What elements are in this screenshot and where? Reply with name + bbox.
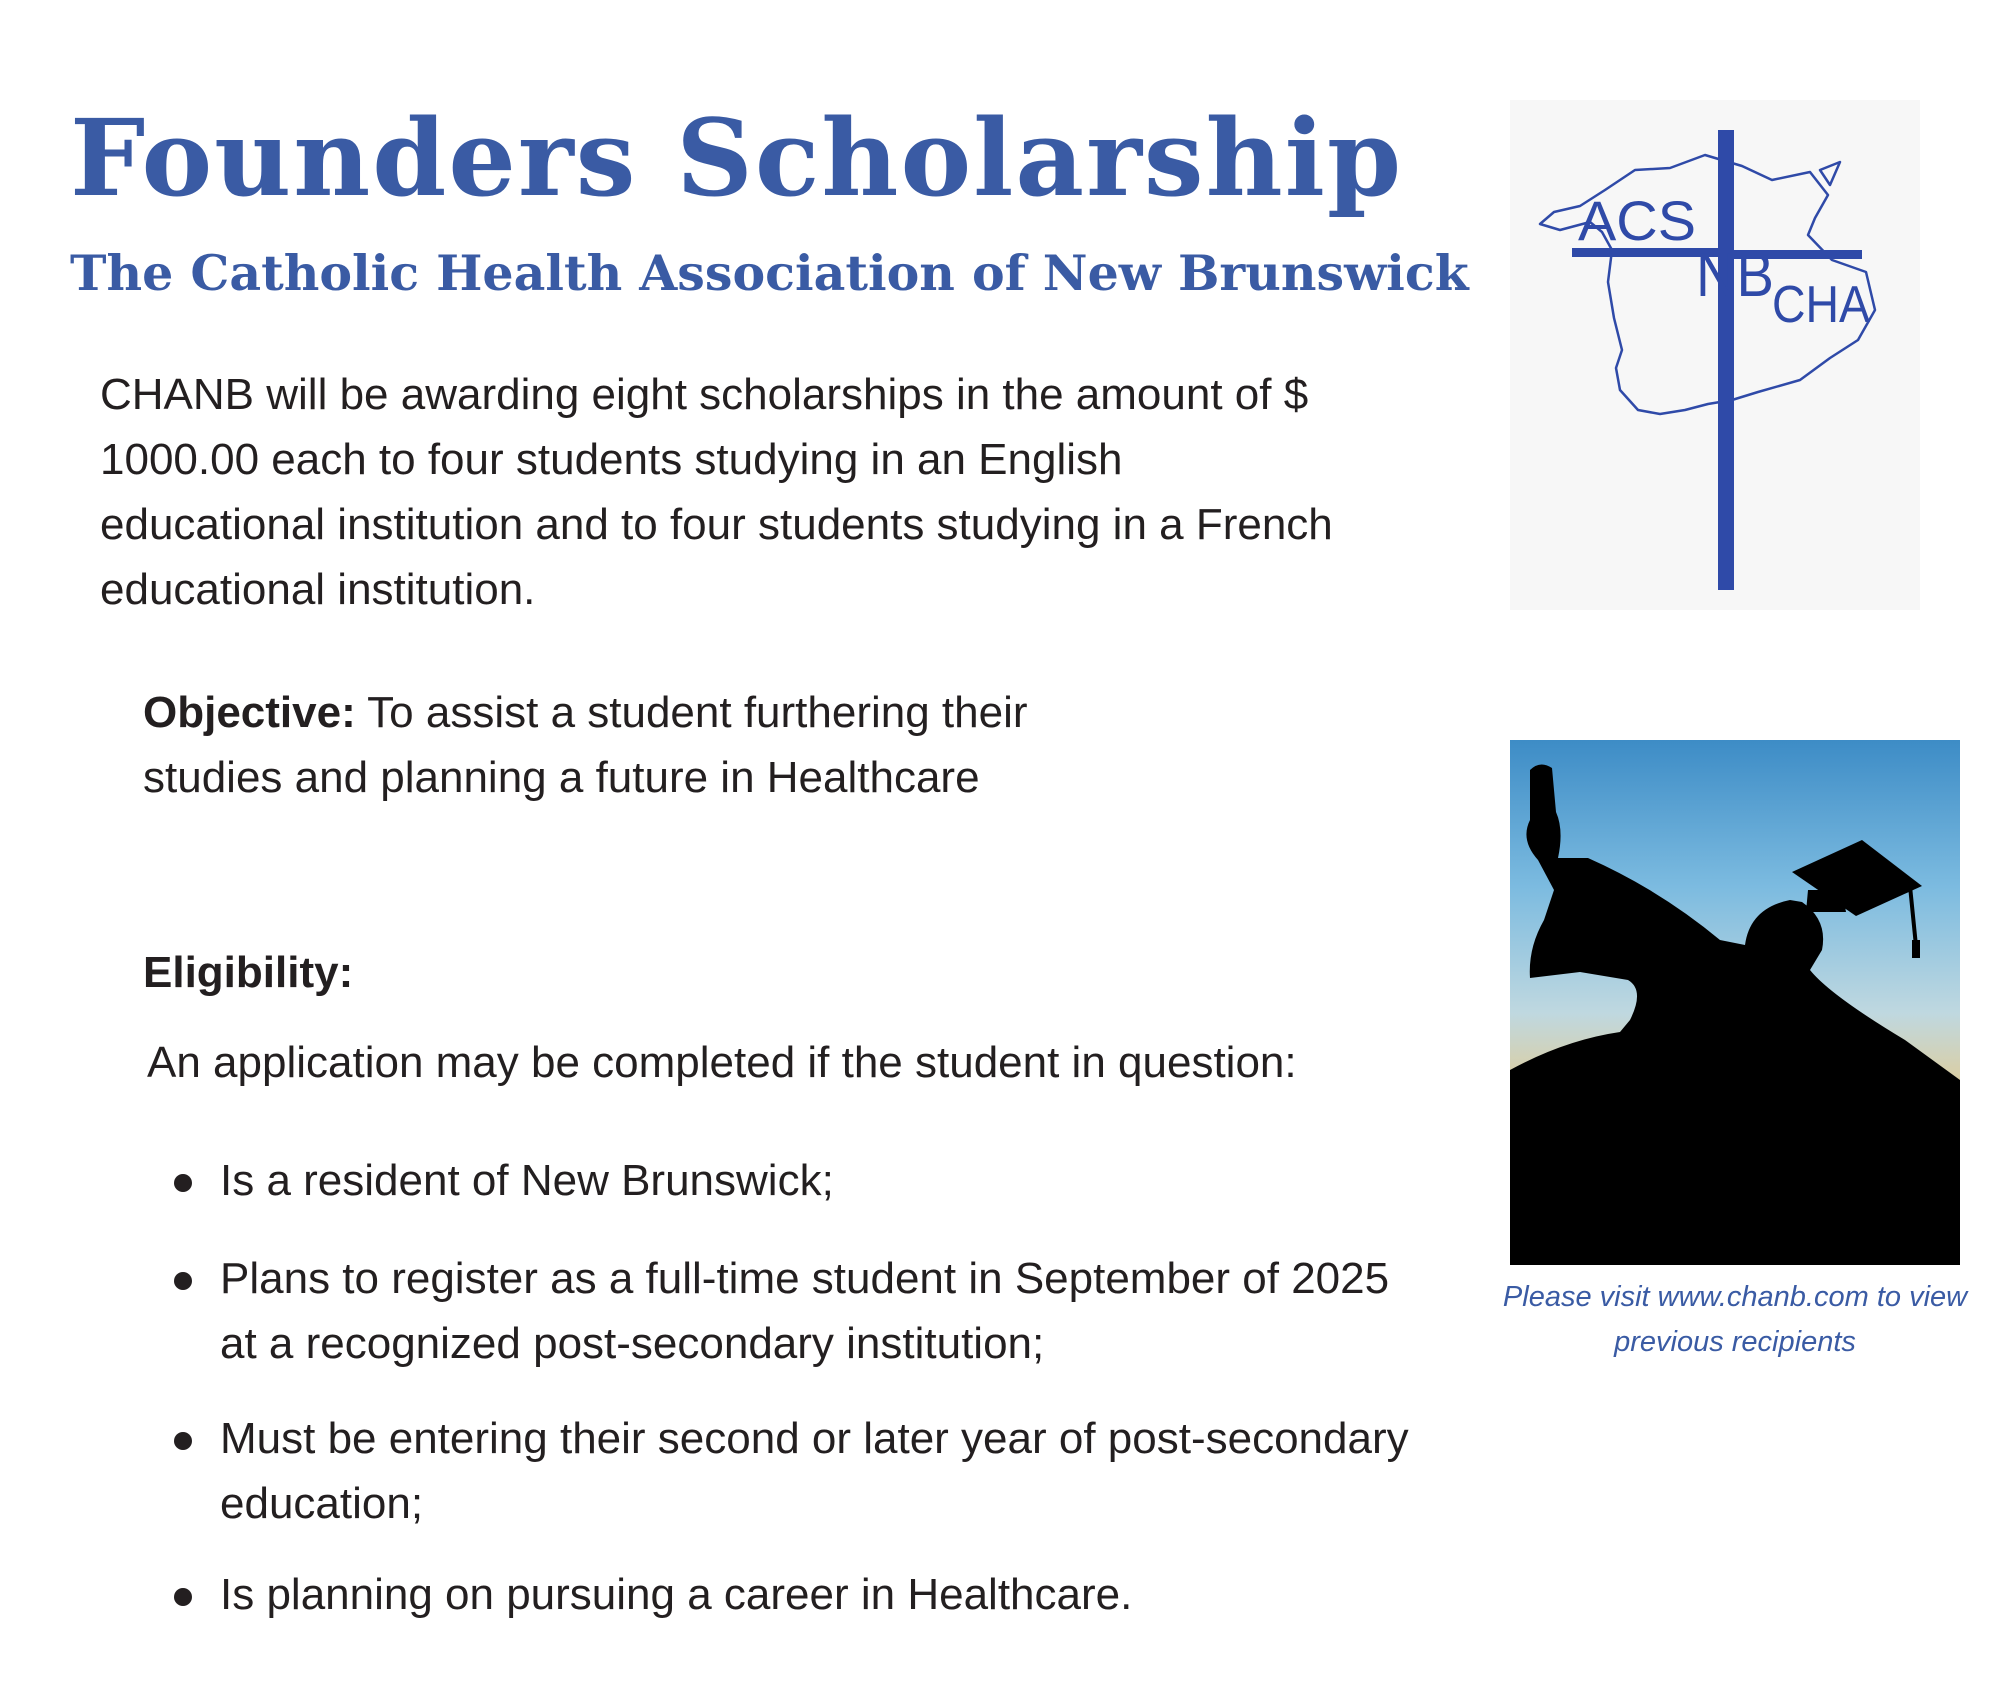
- list-item: [170, 1406, 1420, 1536]
- page-subtitle: The Catholic Health Association of New Brunswick: [70, 244, 1469, 302]
- eligibility-heading: Eligibility:: [143, 948, 354, 997]
- logo-graphic: [1510, 100, 1920, 610]
- list-item-text: Plans to register as a full-time student in September of 2025 at a recognized post-secondary institution;: [220, 1254, 1390, 1368]
- intro-paragraph: CHANB will be awarding eight scholarships in the amount of $ 1000.00 each to four students studying in an English educational institution and to four students studying in a French educational institution.: [100, 370, 1333, 614]
- logo-text-acs: ACS: [1578, 189, 1696, 252]
- bullet-dot-icon: [174, 1174, 192, 1192]
- logo-text-cha: CHA: [1772, 276, 1871, 334]
- caption: Please visit www.chanb.com to view previous recipients: [1502, 1281, 1968, 1358]
- graduate-photo: [1510, 740, 1960, 1265]
- eligibility-lead: An application may be completed if the student in question:: [147, 1038, 1297, 1087]
- list-item: [170, 1246, 1420, 1376]
- bullet-dot-icon: [174, 1272, 192, 1290]
- chanb-logo: [1510, 100, 1920, 610]
- list-item: [170, 1148, 1420, 1213]
- graduate-silhouette: [1510, 740, 1960, 1265]
- objective-label: Objective:: [143, 688, 356, 737]
- bullet-dot-icon: [174, 1432, 192, 1450]
- list-item-text: Must be entering their second or later year of post-secondary education;: [220, 1414, 1409, 1528]
- objective-text: To assist a student furthering their studies and planning a future in Healthcare: [143, 688, 1028, 802]
- cross-vertical: [1718, 130, 1734, 590]
- page-title: Founders Scholarship: [70, 95, 1404, 220]
- list-item-text: Is a resident of New Brunswick;: [220, 1156, 834, 1205]
- objective-paragraph: [143, 680, 1093, 810]
- logo-text-nb: NB: [1696, 241, 1774, 310]
- list-item-text: Is planning on pursuing a career in Healthcare.: [220, 1570, 1133, 1619]
- bullet-dot-icon: [174, 1588, 192, 1606]
- list-item: [170, 1562, 1420, 1627]
